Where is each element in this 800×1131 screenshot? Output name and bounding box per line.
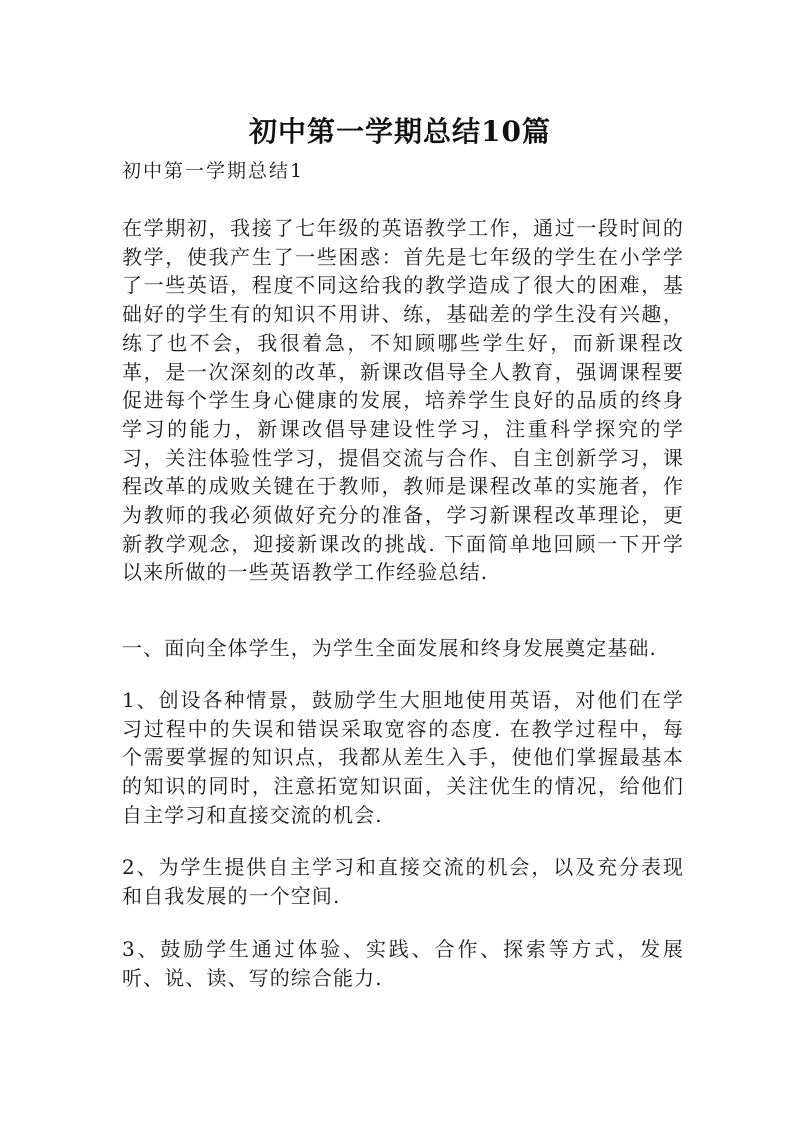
point-1-paragraph: 1、创设各种情景，鼓励学生大胆地使用英语，对他们在学习过程中的失误和错误采取宽容的态度. 在教学过程中，每个需要掌握的知识点，我都从差生入手，使他们掌握最基本的知识的同时，注意拓宽知识面，关注优生的情况，给他们自主学习和直接交流的机会. [122,688,684,827]
document-title: 初中第一学期总结10篇 [249,115,551,148]
point-3-paragraph: 3、鼓励学生通过体验、实践、合作、探索等方式，发展听、说、读、写的综合能力. [122,937,684,990]
section-heading-paragraph: 一、面向全体学生，为学生全面发展和终身发展奠定基础. [122,636,657,660]
intro-paragraph: 在学期初，我接了七年级的英语教学工作，通过一段时间的教学，使我产生了一些困惑：首先是七年级的学生在小学学了一些英语，程度不同这给我的教学造成了很大的困难，基础好的学生有的知识不用讲、练，基础差的学生没有兴趣，练了也不会，我很着急，不知顾哪些学生好，而新课程改革，是一次深刻的改革，新课改倡导全人教育，强调课程要促进每个学生身心健康的发展，培养学生良好的品质的终身学习的能力，新课改倡导建设性学习，注重科学探究的学习，关注体验性学习，提倡交流与合作、自主创新学习，课程改革的成败关键在于教师，教师是课程改革的实施者，作为教师的我必须做好充分的准备，学习新课程改革理论，更新教学观念，迎接新课改的挑战. 下面简单地回顾一下开学以来所做的一些英语教学工作经验总结. [122,216,684,585]
point-2-paragraph: 2、为学生提供自主学习和直接交流的机会，以及充分表现和自我发展的一个空间. [122,855,684,908]
document-subtitle: 初中第一学期总结1 [122,160,305,182]
